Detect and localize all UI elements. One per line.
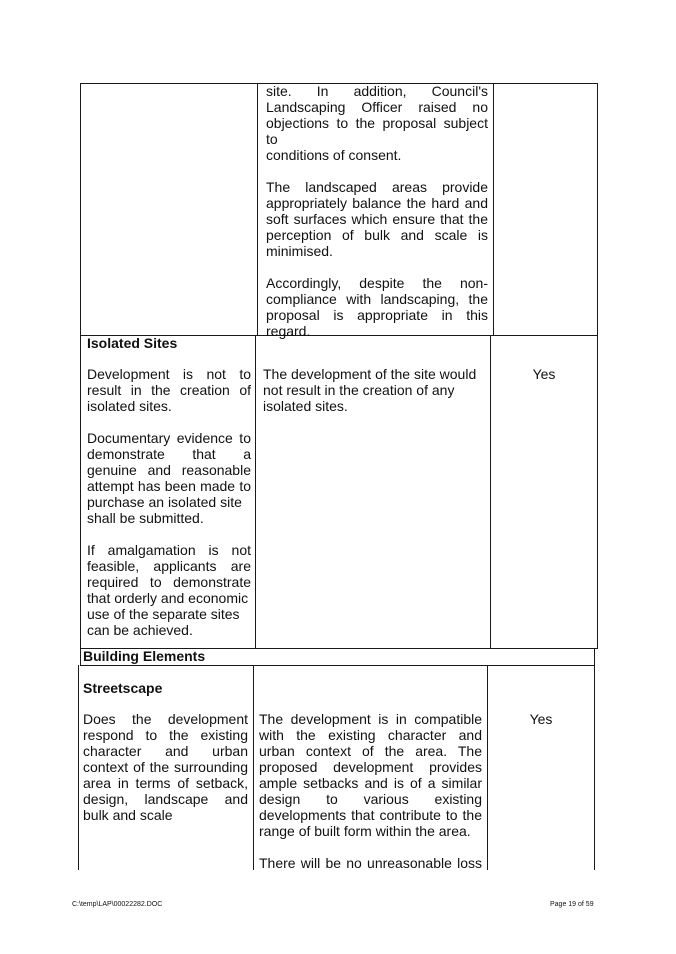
text-line: genuine and reasonable <box>87 462 251 478</box>
text-line: soft surfaces which ensure that the <box>266 211 488 227</box>
text-line: character and urban <box>83 743 248 759</box>
text-line: isolated sites. <box>87 398 172 414</box>
isolated-sites-compliance: Yes <box>532 366 556 382</box>
ss-right-border <box>594 665 595 870</box>
text-line: regard. <box>266 323 311 339</box>
cont-para-2 <box>266 179 488 259</box>
text-line: If amalgamation is not <box>87 542 251 558</box>
text-line: not result in the creation of any <box>263 382 455 398</box>
text-line: proposal is appropriate in this <box>266 307 488 323</box>
isolated-sites-control <box>87 366 251 638</box>
text-line: isolated sites. <box>263 398 348 414</box>
text-line: Accordingly, despite the non- <box>266 275 488 291</box>
text-line: use of the separate sites <box>87 606 240 622</box>
text-line: appropriately balance the hard and <box>266 195 488 211</box>
text-line: proposed development provides <box>259 759 482 775</box>
text-line: demonstrate that a <box>87 446 251 462</box>
cont-left-border <box>80 83 81 335</box>
text-line: design to various existing <box>259 791 482 807</box>
be-right-border <box>594 648 595 665</box>
cont-divider-2 <box>493 83 494 335</box>
control-para-2 <box>87 430 251 526</box>
isolated-sites-heading: Isolated Sites <box>87 335 178 351</box>
text-line: compliance with landscaping, the <box>266 291 488 307</box>
text-line: ample setbacks and is of a similar <box>259 775 482 791</box>
be-left-border <box>80 648 81 665</box>
text-line: context of the surrounding <box>83 759 248 775</box>
text-line: can be achieved. <box>87 622 193 638</box>
text-line: required to demonstrate <box>87 574 251 590</box>
text-line: There will be no unreasonable loss <box>259 855 482 871</box>
text-line: attempt has been made to <box>87 478 251 494</box>
text-line: design, landscape and <box>83 791 248 807</box>
text-line: Development is not to <box>87 366 251 382</box>
cont-right-border <box>597 83 598 335</box>
text-line: area in terms of setback, <box>83 775 248 791</box>
text-line: The landscaped areas provide <box>266 179 488 195</box>
text-line: perception of bulk and scale is <box>266 227 488 243</box>
text-line: feasible, applicants are <box>87 558 251 574</box>
text-line: minimised. <box>266 243 333 259</box>
text-line: objections to the proposal subject to <box>266 115 488 147</box>
text-line: site. In addition, Council's <box>266 83 488 99</box>
text-line: Landscaping Officer raised no <box>266 99 488 115</box>
text-line: range of built form within the area. <box>259 823 471 839</box>
ss-divider-1 <box>253 665 254 870</box>
cont-para-1 <box>266 83 488 163</box>
text-line: conditions of consent. <box>266 147 402 163</box>
text-line: purchase an isolated site <box>87 494 242 510</box>
be-bottom-border <box>80 665 595 666</box>
text-line: with the existing character and <box>259 727 482 743</box>
iso-right-border <box>597 335 598 648</box>
footer-file-path: C:\temp\LAP\00022282.DOC <box>72 901 163 908</box>
text-line: result in the creation of <box>87 382 251 398</box>
footer-page-number: Page 19 of 59 <box>550 901 594 908</box>
streetscape-heading: Streetscape <box>83 680 163 696</box>
ss-para-1 <box>259 711 482 839</box>
text-line: bulk and scale <box>83 807 173 823</box>
cont-divider-1 <box>257 83 258 335</box>
continuation-assessment <box>266 83 488 339</box>
text-line: The development of the site would <box>263 366 477 382</box>
building-elements-heading: Building Elements <box>83 648 206 664</box>
iso-divider-1 <box>255 335 256 648</box>
isolated-sites-assessment <box>263 366 485 414</box>
iso-left-border <box>80 335 81 648</box>
control-para-1 <box>87 366 251 414</box>
ss-divider-2 <box>487 665 488 870</box>
ss-left-border <box>78 665 79 870</box>
text-line: shall be submitted. <box>87 510 204 526</box>
text-line: Does the development <box>83 711 248 727</box>
control-para-3 <box>87 542 251 638</box>
ss-para-2 <box>259 855 482 871</box>
streetscape-assessment <box>259 711 482 871</box>
text-line: respond to the existing <box>83 727 248 743</box>
streetscape-compliance: Yes <box>529 711 553 727</box>
text-line: developments that contribute to the <box>259 807 482 823</box>
text-line: The development is in compatible <box>259 711 482 727</box>
text-line: Documentary evidence to <box>87 430 251 446</box>
cont-para-3 <box>266 275 488 339</box>
text-line: that orderly and economic <box>87 590 249 606</box>
text-line: urban context of the area. The <box>259 743 482 759</box>
streetscape-control <box>83 711 248 823</box>
